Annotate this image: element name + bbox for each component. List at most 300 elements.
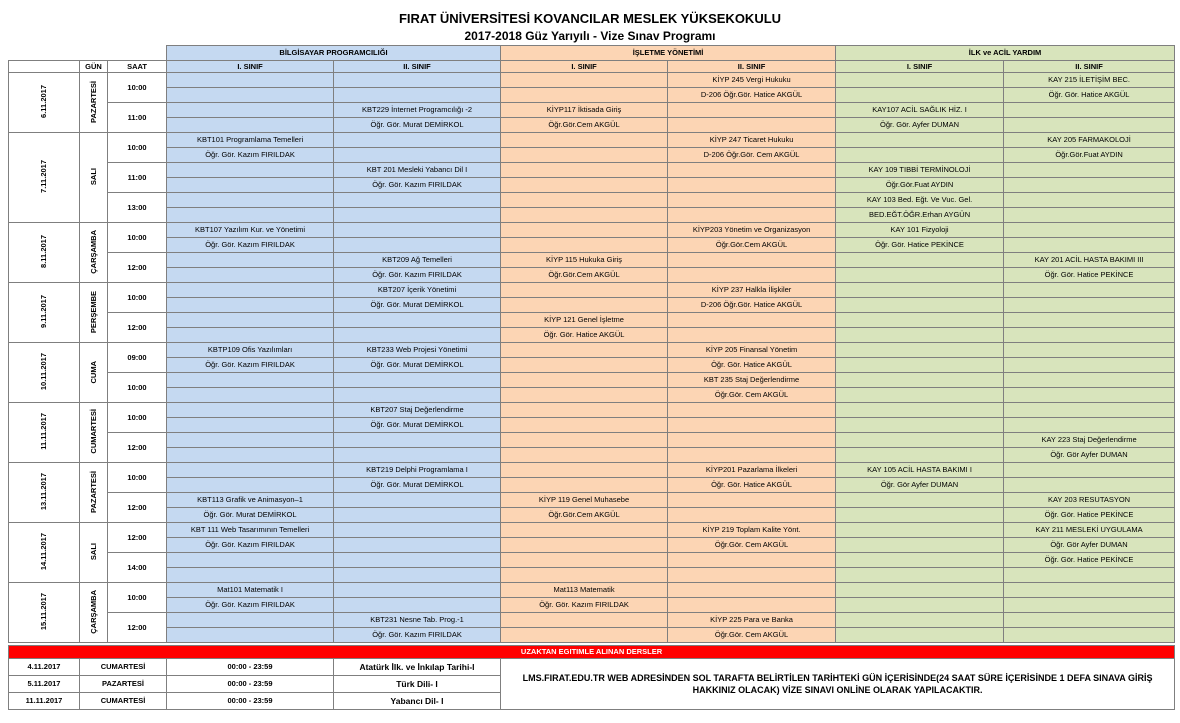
- course-cell: [668, 103, 836, 118]
- exam-day: SALI: [80, 133, 108, 223]
- course-cell: KİYP117 İktisada Giriş: [501, 103, 668, 118]
- online-date: 11.11.2017: [9, 693, 80, 710]
- course-cell: [167, 208, 334, 223]
- exam-time: 10:00: [108, 373, 167, 403]
- course-cell: [334, 508, 501, 523]
- course-cell: [836, 433, 1004, 448]
- course-cell: [668, 418, 836, 433]
- course-cell: [1004, 373, 1175, 388]
- course-cell: [1004, 568, 1175, 583]
- course-cell: [334, 238, 501, 253]
- class-header: II. SINIF: [668, 61, 836, 73]
- exam-day: ÇARŞAMBA: [80, 583, 108, 643]
- exam-time: 12:00: [108, 313, 167, 343]
- table-row: [9, 193, 1175, 208]
- course-cell: Öğr. Gör. Hatice PEKİNCE: [1004, 553, 1175, 568]
- table-row: [9, 433, 1175, 448]
- course-cell: [167, 568, 334, 583]
- course-cell: [668, 583, 836, 598]
- exam-day: PERŞEMBE: [80, 283, 108, 343]
- exam-schedule-table: [8, 45, 1175, 643]
- course-cell: [668, 403, 836, 418]
- exam-day: PAZARTESİ: [80, 463, 108, 523]
- course-cell: [1004, 418, 1175, 433]
- course-cell: [836, 403, 1004, 418]
- course-cell: [501, 628, 668, 643]
- table-row: [9, 133, 1175, 148]
- table-row: [9, 448, 1175, 463]
- course-cell: [668, 433, 836, 448]
- exam-day: SALI: [80, 523, 108, 583]
- course-cell: Öğr. Gör Ayfer DUMAN: [1004, 448, 1175, 463]
- course-cell: Öğr.Gör.Cem AKGÜL: [501, 268, 668, 283]
- course-cell: [501, 568, 668, 583]
- table-row: [9, 568, 1175, 583]
- course-cell: KİYP 115 Hukuka Giriş: [501, 253, 668, 268]
- table-row: [9, 223, 1175, 238]
- saat-header: SAAT: [108, 61, 167, 73]
- course-cell: [167, 73, 334, 88]
- course-cell: [167, 178, 334, 193]
- online-date: 5.11.2017: [9, 676, 80, 693]
- course-cell: [1004, 298, 1175, 313]
- exam-time: 14:00: [108, 553, 167, 583]
- course-cell: [334, 133, 501, 148]
- course-cell: Öğr.Gör.Fuat AYDIN: [836, 178, 1004, 193]
- course-cell: KBT229 İnternet Programcılığı -2: [334, 103, 501, 118]
- course-cell: [668, 553, 836, 568]
- course-cell: KİYP203 Yönetim ve Organizasyon: [668, 223, 836, 238]
- class-header: II. SINIF: [1004, 61, 1175, 73]
- course-cell: [836, 253, 1004, 268]
- table-row: [9, 238, 1175, 253]
- course-cell: [668, 448, 836, 463]
- class-header: I. SINIF: [501, 61, 668, 73]
- course-cell: Öğr. Gör. Ayfer DUMAN: [836, 118, 1004, 133]
- course-cell: [167, 313, 334, 328]
- course-cell: [836, 613, 1004, 628]
- course-cell: [1004, 463, 1175, 478]
- course-cell: [501, 163, 668, 178]
- course-cell: [334, 583, 501, 598]
- exam-time: 10:00: [108, 283, 167, 313]
- course-cell: KİYP 205 Finansal Yönetim: [668, 343, 836, 358]
- course-cell: [1004, 598, 1175, 613]
- course-cell: [1004, 478, 1175, 493]
- course-cell: Öğr.Gör. Cem AKGÜL: [668, 628, 836, 643]
- course-cell: [668, 118, 836, 133]
- course-cell: [1004, 283, 1175, 298]
- exam-time: 10:00: [108, 73, 167, 103]
- course-cell: [836, 73, 1004, 88]
- course-cell: [501, 553, 668, 568]
- course-cell: [167, 373, 334, 388]
- exam-date: 9.11.2017: [9, 283, 80, 343]
- course-cell: [334, 568, 501, 583]
- dept-header-isletme: İŞLETME YÖNETİMİ: [501, 46, 836, 61]
- course-cell: [334, 448, 501, 463]
- course-cell: KBT 111 Web Tasarımının Temelleri: [167, 523, 334, 538]
- course-cell: [836, 568, 1004, 583]
- course-cell: KAY 101 Fizyoloji: [836, 223, 1004, 238]
- course-cell: [1004, 208, 1175, 223]
- course-cell: [167, 298, 334, 313]
- course-cell: [501, 373, 668, 388]
- course-cell: [501, 358, 668, 373]
- course-cell: [334, 73, 501, 88]
- online-course: Yabancı Dil- I: [334, 693, 501, 710]
- course-cell: KİYP201 Pazarlama İlkeleri: [668, 463, 836, 478]
- course-cell: KAY107 ACİL SAĞLIK HİZ. I: [836, 103, 1004, 118]
- course-cell: Öğr.Gör. Cem AKGÜL: [668, 388, 836, 403]
- course-cell: [668, 328, 836, 343]
- exam-date: 10.11.2017: [9, 343, 80, 403]
- course-cell: KAY 205 FARMAKOLOJİ: [1004, 133, 1175, 148]
- course-cell: [167, 478, 334, 493]
- table-row: [9, 178, 1175, 193]
- course-cell: Öğr. Gör. Hatice AKGÜL: [501, 328, 668, 343]
- course-cell: Öğr.Gör.Fuat AYDIN: [1004, 148, 1175, 163]
- course-cell: [836, 268, 1004, 283]
- course-cell: Öğr. Gör. Kazım FIRILDAK: [501, 598, 668, 613]
- course-cell: [836, 373, 1004, 388]
- course-cell: [1004, 103, 1175, 118]
- course-cell: Öğr. Gör. Kazım FIRILDAK: [334, 178, 501, 193]
- course-cell: [167, 118, 334, 133]
- course-cell: [1004, 223, 1175, 238]
- course-cell: [501, 178, 668, 193]
- course-cell: [501, 523, 668, 538]
- course-cell: KBT207 İçerik Yönetimi: [334, 283, 501, 298]
- course-cell: [167, 253, 334, 268]
- course-cell: [836, 448, 1004, 463]
- course-cell: [334, 193, 501, 208]
- course-cell: [1004, 238, 1175, 253]
- course-cell: [501, 463, 668, 478]
- course-cell: [167, 553, 334, 568]
- course-cell: [501, 283, 668, 298]
- table-row: [9, 328, 1175, 343]
- course-cell: [836, 298, 1004, 313]
- course-cell: D-206 Öğr.Gör. Cem AKGÜL: [668, 148, 836, 163]
- course-cell: [668, 208, 836, 223]
- course-cell: [668, 193, 836, 208]
- table-row: [9, 403, 1175, 418]
- table-row: [9, 253, 1175, 268]
- table-row: [9, 283, 1175, 298]
- course-cell: [836, 553, 1004, 568]
- exam-time: 12:00: [108, 433, 167, 463]
- course-cell: Mat113 Matematik: [501, 583, 668, 598]
- course-cell: [668, 313, 836, 328]
- course-cell: KİYP 119 Genel Muhasebe: [501, 493, 668, 508]
- course-cell: [501, 193, 668, 208]
- course-cell: KAY 105 ACİL HASTA BAKIMI I: [836, 463, 1004, 478]
- exam-day: CUMA: [80, 343, 108, 403]
- course-cell: [836, 148, 1004, 163]
- online-time: 00:00 - 23:59: [167, 676, 334, 693]
- course-cell: KAY 109 TIBBİ TERMİNOLOJİ: [836, 163, 1004, 178]
- class-header: I. SINIF: [836, 61, 1004, 73]
- course-cell: Öğr.Gör.Cem AKGÜL: [501, 508, 668, 523]
- page-subtitle: 2017-2018 Güz Yarıyılı - Vize Sınav Programı: [464, 29, 716, 43]
- table-row: [9, 538, 1175, 553]
- course-cell: Öğr. Gör. Kazım FIRILDAK: [167, 538, 334, 553]
- course-cell: [501, 448, 668, 463]
- course-cell: KBT207 Staj Değerlendirme: [334, 403, 501, 418]
- course-cell: [1004, 358, 1175, 373]
- table-row: [9, 388, 1175, 403]
- table-row: [9, 88, 1175, 103]
- course-cell: [167, 328, 334, 343]
- online-course: Türk Dili- I: [334, 676, 501, 693]
- table-row: [9, 313, 1175, 328]
- course-cell: KBT209 Ağ Temelleri: [334, 253, 501, 268]
- course-cell: [501, 298, 668, 313]
- course-cell: [668, 493, 836, 508]
- exam-time: 09:00: [108, 343, 167, 373]
- table-row: [9, 463, 1175, 478]
- course-cell: [167, 418, 334, 433]
- online-time: 00:00 - 23:59: [167, 693, 334, 710]
- dept-header-ilk-acil: İLK ve ACİL YARDIM: [836, 46, 1175, 61]
- course-cell: BED.EĞT.ÖĞR.Erhan AYGÜN: [836, 208, 1004, 223]
- course-cell: Öğr. Gör. Hatice PEKİNCE: [1004, 268, 1175, 283]
- course-cell: KBT219 Delphi Programlama I: [334, 463, 501, 478]
- online-date: 4.11.2017: [9, 659, 80, 676]
- exam-date: 11.11.2017: [9, 403, 80, 463]
- course-cell: [167, 283, 334, 298]
- course-cell: KAY 223 Staj Değerlendirme: [1004, 433, 1175, 448]
- class-header: I. SINIF: [167, 61, 334, 73]
- table-row: [9, 418, 1175, 433]
- course-cell: KİYP 247 Ticaret Hukuku: [668, 133, 836, 148]
- course-cell: [167, 163, 334, 178]
- course-cell: [334, 223, 501, 238]
- course-cell: [501, 613, 668, 628]
- course-cell: Mat101 Matematik I: [167, 583, 334, 598]
- course-cell: [836, 388, 1004, 403]
- exam-time: 10:00: [108, 133, 167, 163]
- course-cell: [501, 478, 668, 493]
- online-note: LMS.FIRAT.EDU.TR WEB ADRESİNDEN SOL TARAFTA BELİRTİLEN TARİHTEKİ GÜN İÇERİSİNDE(24 SAAT SÜRE İÇERİSİNDE 1 DEFA SINAVA GİRİŞ HAKKINIZ OLACAK) VİZE SINAVI ONLİNE OLARAK YAPILACAKTIR.: [501, 659, 1175, 710]
- course-cell: [501, 418, 668, 433]
- course-cell: D-206 Öğr.Gör. Hatice AKGÜL: [668, 88, 836, 103]
- course-cell: [668, 163, 836, 178]
- course-cell: [501, 208, 668, 223]
- exam-time: 11:00: [108, 163, 167, 193]
- course-cell: [501, 88, 668, 103]
- table-row: [9, 148, 1175, 163]
- course-cell: KBT233 Web Projesi Yönetimi: [334, 343, 501, 358]
- course-cell: [1004, 583, 1175, 598]
- course-cell: [1004, 118, 1175, 133]
- course-cell: [501, 403, 668, 418]
- course-cell: [334, 553, 501, 568]
- exam-day: PAZARTESİ: [80, 73, 108, 133]
- online-course: Atatürk İlk. ve İnkılap Tarihi-I: [334, 659, 501, 676]
- exam-time: 11:00: [108, 103, 167, 133]
- course-cell: [334, 208, 501, 223]
- course-cell: KBT 201 Mesleki Yabancı Dil I: [334, 163, 501, 178]
- course-cell: [1004, 328, 1175, 343]
- table-row: [9, 523, 1175, 538]
- course-cell: KAY 203 RESUTASYON: [1004, 493, 1175, 508]
- course-cell: Öğr. Gör. Murat DEMİRKOL: [334, 298, 501, 313]
- course-cell: [334, 493, 501, 508]
- course-cell: [501, 538, 668, 553]
- course-cell: [836, 508, 1004, 523]
- course-cell: Öğr. Gör Ayfer DUMAN: [836, 478, 1004, 493]
- table-row: [9, 508, 1175, 523]
- course-cell: KİYP 245 Vergi Hukuku: [668, 73, 836, 88]
- course-cell: [167, 463, 334, 478]
- course-cell: [1004, 163, 1175, 178]
- course-cell: [334, 313, 501, 328]
- course-cell: KBT231 Nesne Tab. Prog.-1: [334, 613, 501, 628]
- course-cell: [836, 493, 1004, 508]
- course-cell: KAY 103 Bed. Eğt. Ve Vuc. Gel.: [836, 193, 1004, 208]
- course-cell: KAY 215 İLETİŞİM BEC.: [1004, 73, 1175, 88]
- course-cell: Öğr. Gör. Murat DEMİRKOL: [167, 508, 334, 523]
- course-cell: [501, 148, 668, 163]
- online-day: CUMARTESİ: [80, 693, 167, 710]
- course-cell: [668, 253, 836, 268]
- exam-time: 12:00: [108, 523, 167, 553]
- course-cell: [167, 613, 334, 628]
- course-cell: [167, 103, 334, 118]
- course-cell: [668, 178, 836, 193]
- online-banner: UZAKTAN EGITIMLE ALINAN DERSLER: [9, 646, 1175, 659]
- course-cell: KBTP109 Ofis Yazılımları: [167, 343, 334, 358]
- page-title: FIRAT ÜNİVERSİTESİ KOVANCILAR MESLEK YÜKSEKOKULU: [398, 11, 782, 26]
- course-cell: Öğr. Gör. Hatice PEKİNCE: [1004, 508, 1175, 523]
- course-cell: KBT113 Grafik ve Animasyon–1: [167, 493, 334, 508]
- table-row: [9, 73, 1175, 88]
- course-cell: [334, 538, 501, 553]
- course-cell: [836, 133, 1004, 148]
- course-cell: [334, 523, 501, 538]
- course-cell: KİYP 237 Halkla İlişkiler: [668, 283, 836, 298]
- course-cell: [1004, 613, 1175, 628]
- course-cell: [668, 598, 836, 613]
- course-cell: [836, 343, 1004, 358]
- table-row: [9, 268, 1175, 283]
- exam-date: 8.11.2017: [9, 223, 80, 283]
- online-time: 00:00 - 23:59: [167, 659, 334, 676]
- course-cell: [501, 238, 668, 253]
- course-cell: [334, 598, 501, 613]
- exam-date: 15.11.2017: [9, 583, 80, 643]
- course-cell: [836, 598, 1004, 613]
- course-cell: [334, 328, 501, 343]
- course-cell: [501, 433, 668, 448]
- course-cell: D-206 Öğr.Gör. Hatice AKGÜL: [668, 298, 836, 313]
- course-cell: [836, 628, 1004, 643]
- course-cell: [836, 328, 1004, 343]
- course-cell: KAY 201 ACİL HASTA BAKIMI III: [1004, 253, 1175, 268]
- course-cell: Öğr. Gör. Hatice AKGÜL: [668, 478, 836, 493]
- course-cell: Öğr. Gör Ayfer DUMAN: [1004, 538, 1175, 553]
- table-row: [9, 493, 1175, 508]
- course-cell: KBT107 Yazılım Kur. ve Yönetimi: [167, 223, 334, 238]
- course-cell: [334, 388, 501, 403]
- exam-date: 13.11.2017: [9, 463, 80, 523]
- course-cell: [501, 73, 668, 88]
- course-cell: [167, 388, 334, 403]
- course-cell: Öğr.Gör. Cem AKGÜL: [668, 538, 836, 553]
- course-cell: Öğr. Gör. Kazım FIRILDAK: [167, 238, 334, 253]
- course-cell: [501, 133, 668, 148]
- online-day: CUMARTESİ: [80, 659, 167, 676]
- course-cell: Öğr. Gör. Murat DEMİRKOL: [334, 418, 501, 433]
- table-row: [9, 478, 1175, 493]
- course-cell: Öğr. Gör. Kazım FIRILDAK: [167, 598, 334, 613]
- online-day: PAZARTESİ: [80, 676, 167, 693]
- course-cell: Öğr.Gör.Cem AKGÜL: [501, 118, 668, 133]
- exam-date: 6.11.2017: [9, 73, 80, 133]
- table-row: [9, 373, 1175, 388]
- exam-time: 12:00: [108, 613, 167, 643]
- class-header: II. SINIF: [334, 61, 501, 73]
- course-cell: [836, 538, 1004, 553]
- exam-time: 10:00: [108, 223, 167, 253]
- table-row: [9, 553, 1175, 568]
- exam-time: 13:00: [108, 193, 167, 223]
- exam-day: ÇARŞAMBA: [80, 223, 108, 283]
- table-row: [9, 118, 1175, 133]
- course-cell: [1004, 628, 1175, 643]
- course-cell: [167, 193, 334, 208]
- table-row: [9, 358, 1175, 373]
- table-row: [9, 298, 1175, 313]
- course-cell: [1004, 403, 1175, 418]
- course-cell: [1004, 193, 1175, 208]
- table-row: [9, 343, 1175, 358]
- course-cell: [836, 523, 1004, 538]
- course-cell: Öğr. Gör. Murat DEMİRKOL: [334, 478, 501, 493]
- course-cell: Öğr. Gör. Kazım FIRILDAK: [334, 628, 501, 643]
- course-cell: [167, 268, 334, 283]
- online-exams-table: [8, 645, 1175, 710]
- dept-header-bilgisayar: BİLGİSAYAR PROGRAMCILIĞI: [167, 46, 501, 61]
- exam-date: 14.11.2017: [9, 523, 80, 583]
- course-cell: Öğr. Gör. Kazım FIRILDAK: [167, 148, 334, 163]
- course-cell: [167, 88, 334, 103]
- course-cell: KBT101 Programlama Temelleri: [167, 133, 334, 148]
- course-cell: [668, 268, 836, 283]
- course-cell: [836, 313, 1004, 328]
- course-cell: KBT 235 Staj Değerlendirme: [668, 373, 836, 388]
- course-cell: Öğr. Gör. Hatice PEKİNCE: [836, 238, 1004, 253]
- table-row: [9, 613, 1175, 628]
- course-cell: Öğr. Gör. Kazım FIRILDAK: [334, 268, 501, 283]
- course-cell: [836, 283, 1004, 298]
- course-cell: [334, 433, 501, 448]
- course-cell: [668, 508, 836, 523]
- course-cell: [167, 403, 334, 418]
- course-cell: [836, 418, 1004, 433]
- course-cell: [1004, 313, 1175, 328]
- exam-time: 12:00: [108, 493, 167, 523]
- table-row: [9, 103, 1175, 118]
- course-cell: KAY 211 MESLEKİ UYGULAMA: [1004, 523, 1175, 538]
- table-row: [9, 208, 1175, 223]
- course-cell: Öğr. Gör. Hatice AKGÜL: [668, 358, 836, 373]
- exam-time: 10:00: [108, 403, 167, 433]
- exam-day: CUMARTESİ: [80, 403, 108, 463]
- course-cell: KİYP 121 Genel İşletme: [501, 313, 668, 328]
